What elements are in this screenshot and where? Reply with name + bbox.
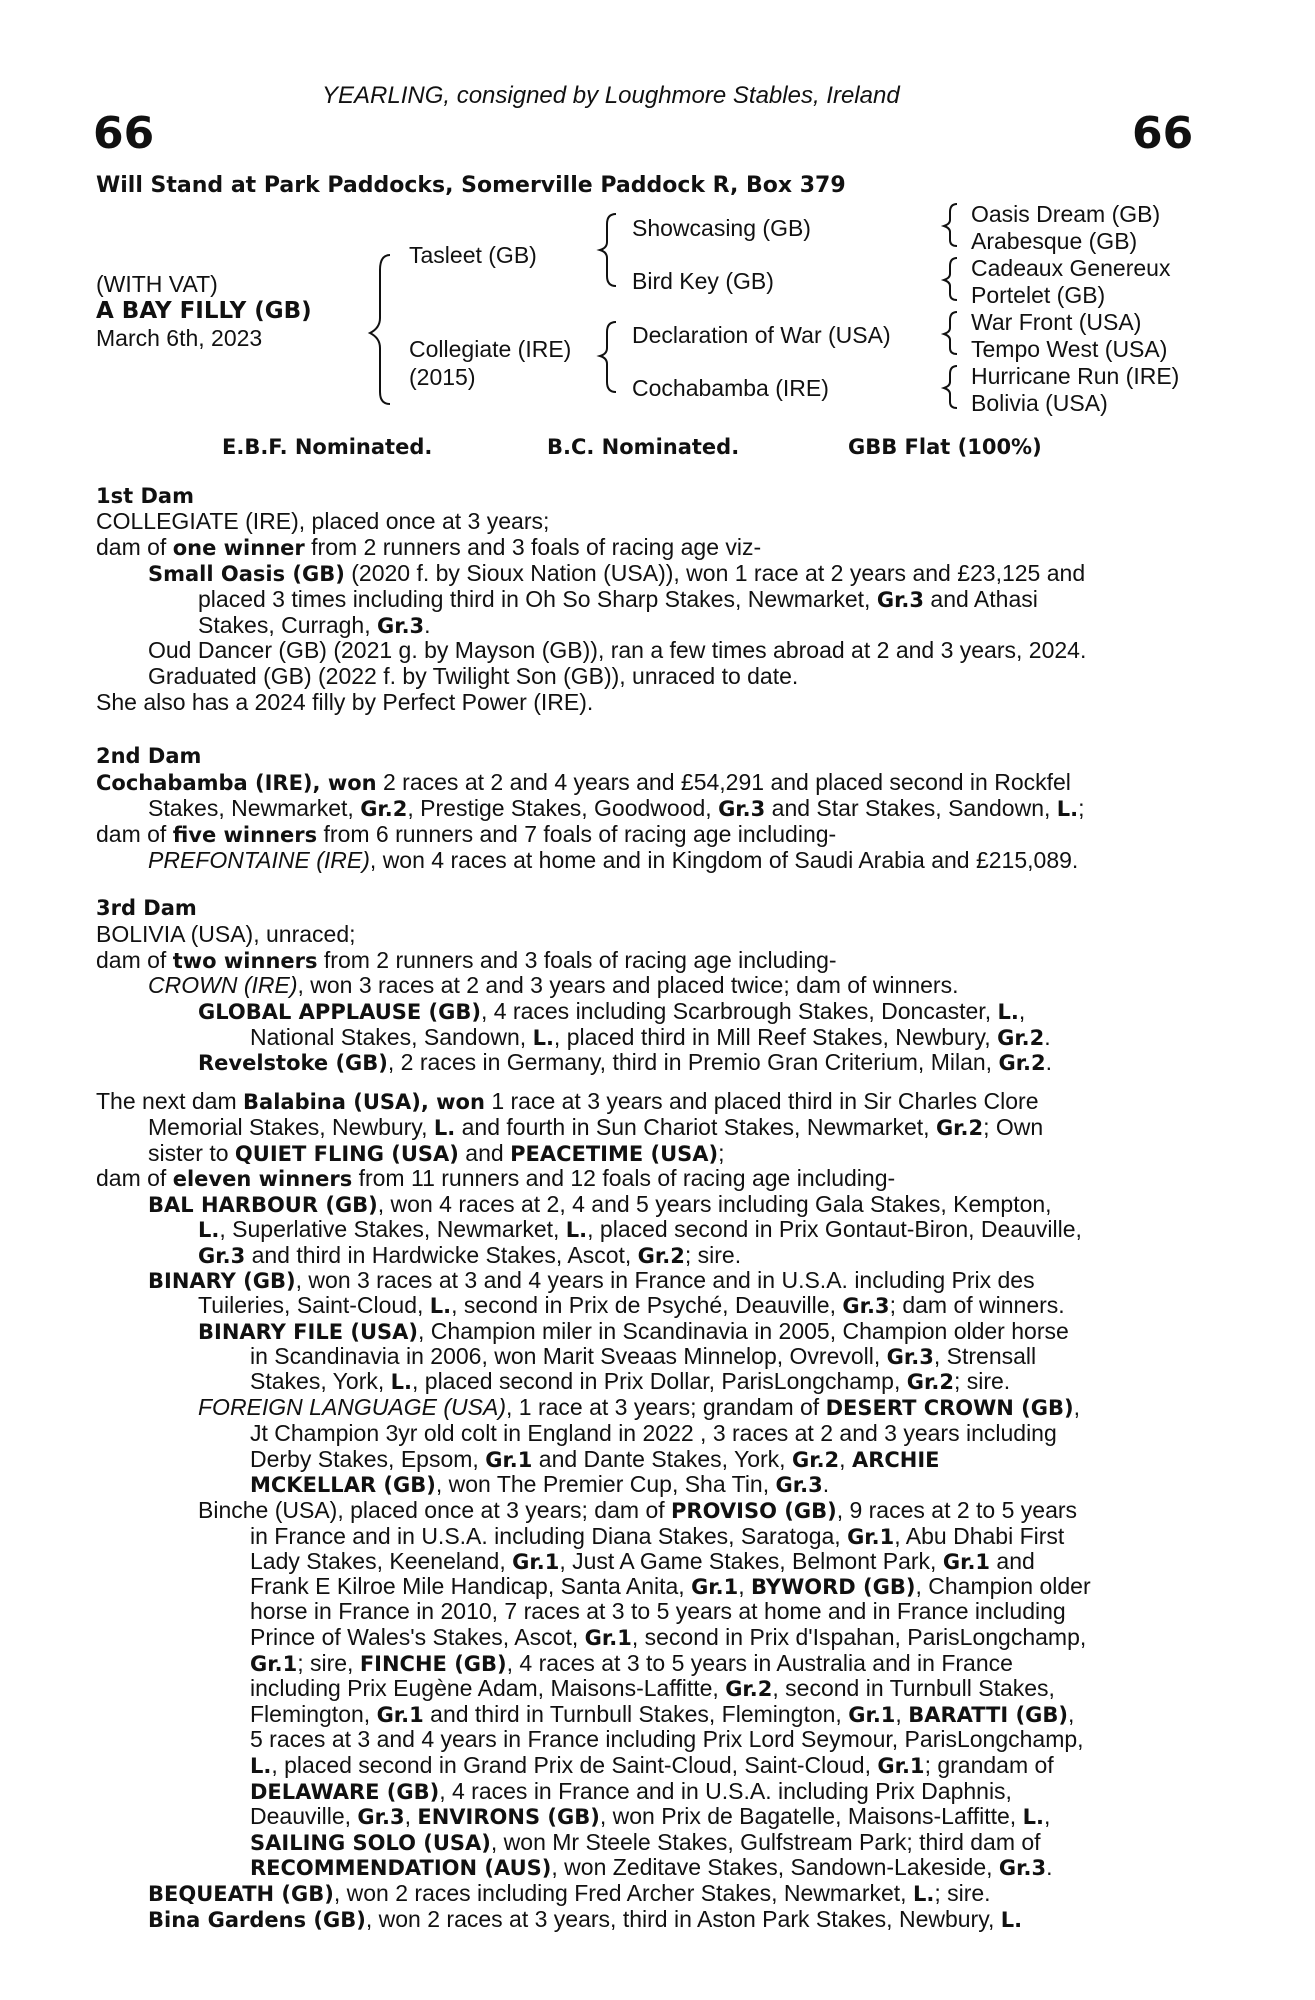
text-line xyxy=(148,847,1078,873)
plain-text: Stakes, Curragh, xyxy=(198,612,377,638)
plain-text: , won 2 races at 3 years, third in Aston Park Stakes, Newbury, xyxy=(365,1906,1001,1932)
plain-text: , won Prix de Bagatelle, Maisons-Laffitte, xyxy=(599,1803,1023,1829)
bold-text: Gr.3 xyxy=(198,1244,246,1268)
plain-text: Graduated (GB) (2022 f. by Twilight Son (GB)), unraced to date. xyxy=(148,663,799,689)
plain-text: ; xyxy=(1078,795,1085,821)
bold-text: Gr.1 xyxy=(512,1550,560,1574)
stabling-location: Will Stand at Park Paddocks, Somerville Paddock R, Box 379 xyxy=(96,173,846,198)
plain-text: ; Own xyxy=(983,1114,1044,1140)
plain-text: . xyxy=(424,612,431,638)
plain-text: BOLIVIA (USA), unraced; xyxy=(96,921,356,947)
plain-text: , won The Premier Cup, Sha Tin, xyxy=(435,1471,776,1497)
text-line xyxy=(148,1267,1035,1294)
bold-text: Gr.3 xyxy=(886,1345,934,1369)
text-line xyxy=(148,1114,1043,1141)
bold-text: Gr.3 xyxy=(775,1473,823,1497)
bold-text: ENVIRONS (GB) xyxy=(417,1805,600,1829)
bold-text: Gr.2 xyxy=(935,1116,984,1140)
bold-text: Gr.3 xyxy=(376,614,425,638)
text-line xyxy=(250,1752,1054,1779)
text-line xyxy=(250,1471,829,1498)
plain-text: National Stakes, Sandown, xyxy=(250,1024,533,1050)
bold-text: two winners xyxy=(172,949,318,973)
plain-text: 1 race at 3 years and placed third in Sir Charles Clore xyxy=(484,1088,1039,1114)
plain-text: Deauville, xyxy=(250,1803,358,1829)
plain-text: , second in Prix de Psyché, Deauville, xyxy=(451,1292,843,1318)
text-line xyxy=(148,663,798,689)
plain-text: Frank E Kilroe Mile Handicap, Santa Anita, xyxy=(250,1573,692,1599)
text-line xyxy=(250,1598,1066,1624)
plain-text: , 4 races at 3 to 5 years in Australia and in France xyxy=(506,1650,1013,1676)
text-line xyxy=(198,612,431,639)
plain-text: , Champion older xyxy=(915,1573,1091,1599)
plain-text: . xyxy=(1044,1024,1051,1050)
plain-text: , placed second in Grand Prix de Saint-Cloud, Saint-Cloud, xyxy=(271,1752,878,1778)
bold-text: Gr.3 xyxy=(876,588,925,612)
plain-text: , xyxy=(1067,1701,1075,1727)
bold-text: MCKELLAR (GB) xyxy=(250,1473,436,1497)
text-line xyxy=(148,1906,1022,1933)
bold-text: L. xyxy=(250,1754,272,1778)
plain-text: Tuileries, Saint-Cloud, xyxy=(198,1292,430,1318)
plain-text: . xyxy=(822,1471,830,1497)
bold-text: BAL HARBOUR (GB) xyxy=(148,1193,378,1217)
bold-text: Cochabamba (IRE), won xyxy=(96,771,377,795)
plain-text: , xyxy=(738,1573,752,1599)
bc-nomination: B.C. Nominated. xyxy=(547,435,740,459)
text-line xyxy=(96,821,836,848)
bold-text: Gr.3 xyxy=(718,797,766,821)
bold-text: Bina Gardens (GB) xyxy=(148,1908,366,1932)
plain-text: Memorial Stakes, Newbury, xyxy=(148,1114,434,1140)
plain-text: dam of xyxy=(96,947,173,973)
bold-text: L. xyxy=(912,1882,935,1906)
lot-number-left: 66 xyxy=(93,108,155,159)
plain-text: COLLEGIATE (IRE), placed once at 3 years; xyxy=(96,508,550,534)
plain-text: and third in Hardwicke Stakes, Ascot, xyxy=(245,1242,638,1268)
bold-text: SAILING SOLO (USA) xyxy=(250,1831,491,1855)
plain-text: Prince of Wales's Stakes, Ascot, xyxy=(250,1624,585,1650)
plain-text: , Superlative Stakes, Newmarket, xyxy=(219,1216,566,1242)
plain-text: , won 3 races at 3 and 4 years in France and in U.S.A. including Prix des xyxy=(295,1267,1035,1293)
plain-text: ; sire. xyxy=(953,1368,1011,1394)
text-line xyxy=(96,1088,1039,1115)
bold-text: five winners xyxy=(172,823,318,847)
plain-text: ; dam of winners. xyxy=(889,1292,1065,1318)
italic-text: FOREIGN LANGUAGE (USA) xyxy=(198,1394,506,1420)
plain-text: , won 2 races including Fred Archer Stakes, Newmarket, xyxy=(333,1880,913,1906)
bold-text: DELAWARE (GB) xyxy=(250,1780,440,1804)
bold-text: Gr.1 xyxy=(691,1575,739,1599)
bold-text: BINARY FILE (USA) xyxy=(198,1320,419,1344)
bold-text: Gr.2 xyxy=(791,1448,840,1472)
text-line xyxy=(148,1880,991,1907)
bold-text: PEACETIME (USA) xyxy=(510,1142,719,1166)
text-line xyxy=(250,1368,1010,1395)
bold-text: BYWORD (GB) xyxy=(751,1575,916,1599)
plain-text: Binche (USA), placed once at 3 years; dam of xyxy=(198,1497,672,1523)
bold-text: L. xyxy=(390,1370,412,1394)
text-line xyxy=(96,769,1071,796)
text-line xyxy=(96,534,761,561)
pedigree-sss: Oasis Dream (GB) xyxy=(971,201,1161,227)
plain-text: ; sire. xyxy=(934,1880,991,1906)
bold-text: Gr.1 xyxy=(485,1448,533,1472)
plain-text: placed 3 times including third in Oh So Sharp Stakes, Newmarket, xyxy=(198,586,877,612)
text-line xyxy=(198,998,1025,1025)
bold-text: L. xyxy=(433,1116,456,1140)
pedigree-dss: War Front (USA) xyxy=(971,309,1142,335)
pedigree-dam-sire: Declaration of War (USA) xyxy=(632,322,891,348)
bold-text: BINARY (GB) xyxy=(148,1269,296,1293)
bold-text: Gr.1 xyxy=(848,1703,896,1727)
bold-text: L. xyxy=(997,1000,1019,1024)
plain-text: , 2 races in Germany, third in Premio Gran Criterium, Milan, xyxy=(387,1049,999,1075)
plain-text: , Prestige Stakes, Goodwood, xyxy=(407,795,719,821)
pedigree-ssd: Arabesque (GB) xyxy=(971,228,1138,254)
bold-text: FINCHE (GB) xyxy=(359,1652,507,1676)
bold-text: L. xyxy=(1022,1805,1044,1829)
plain-text: , 9 races at 2 to 5 years xyxy=(836,1497,1078,1523)
bold-text: RECOMMENDATION (AUS) xyxy=(250,1856,552,1880)
text-line xyxy=(250,1854,1052,1881)
ebf-nomination: E.B.F. Nominated. xyxy=(222,435,433,459)
bold-text: Revelstoke (GB) xyxy=(198,1051,388,1075)
plain-text: , placed second in Prix Gontaut-Biron, Deauville, xyxy=(587,1216,1082,1242)
text-line xyxy=(96,508,549,534)
plain-text: and fourth in Sun Chariot Stakes, Newmarket, xyxy=(455,1114,936,1140)
text-line xyxy=(96,689,593,715)
section-heading: 2nd Dam xyxy=(96,744,202,768)
plain-text: , placed third in Mill Reef Stakes, Newbury, xyxy=(553,1024,998,1050)
text-line xyxy=(250,1675,1055,1702)
plain-text: , 4 races in France and in U.S.A. including Prix Daphnis, xyxy=(439,1778,1012,1804)
plain-text: , 1 race at 3 years; grandam of xyxy=(505,1394,826,1420)
text-line xyxy=(250,1523,1064,1550)
section-heading: 3rd Dam xyxy=(96,896,197,920)
plain-text: , xyxy=(895,1701,909,1727)
bold-text: Balabina (USA), won xyxy=(243,1090,485,1114)
plain-text: , Champion miler in Scandinavia in 2005, Champion older horse xyxy=(418,1318,1069,1344)
text-line xyxy=(250,1726,1084,1752)
gbb-flat: GBB Flat (100%) xyxy=(848,435,1042,459)
bold-text: Gr.3 xyxy=(357,1805,405,1829)
section-heading: 1st Dam xyxy=(96,484,194,508)
text-line xyxy=(148,972,958,998)
plain-text: , won Zeditave Stakes, Sandown-Lakeside, xyxy=(551,1854,999,1880)
plain-text: and Athasi xyxy=(924,586,1038,612)
text-line xyxy=(148,1140,725,1167)
bold-text: L. xyxy=(532,1026,554,1050)
plain-text: horse in France in 2010, 7 races at 3 to 5 years at home and in France including xyxy=(250,1598,1066,1624)
text-line xyxy=(148,560,1085,587)
horse-name: A BAY FILLY (GB) xyxy=(96,298,312,324)
text-line xyxy=(148,1191,1052,1218)
plain-text: sister to xyxy=(148,1140,235,1166)
pedigree-sdd: Portelet (GB) xyxy=(971,282,1106,308)
bold-text: PROVISO (GB) xyxy=(671,1499,837,1523)
text-line xyxy=(250,1701,1074,1728)
text-line xyxy=(250,1829,1041,1856)
plain-text: She also has a 2024 filly by Perfect Power (IRE). xyxy=(96,689,594,715)
plain-text: Stakes, Newmarket, xyxy=(148,795,361,821)
date-of-birth: March 6th, 2023 xyxy=(96,325,263,351)
text-line xyxy=(250,1343,1036,1370)
bold-text: Gr.3 xyxy=(842,1294,890,1318)
plain-text: , xyxy=(1073,1394,1081,1420)
text-line xyxy=(198,1497,1077,1524)
plain-text: and xyxy=(458,1140,511,1166)
plain-text: Flemington, xyxy=(250,1701,377,1727)
plain-text: and Star Stakes, Sandown, xyxy=(765,795,1057,821)
plain-text: in Scandinavia in 2006, won Marit Sveaas Minnelop, Ovrevoll, xyxy=(250,1343,887,1369)
plain-text: dam of xyxy=(96,821,173,847)
plain-text: Lady Stakes, Keeneland, xyxy=(250,1548,513,1574)
plain-text: from 2 runners and 3 foals of racing age viz- xyxy=(304,534,762,560)
plain-text: in France and in U.S.A. including Diana Stakes, Saratoga, xyxy=(250,1523,848,1549)
text-line xyxy=(198,1292,1065,1319)
text-line xyxy=(198,1049,1052,1076)
plain-text: , xyxy=(839,1446,852,1472)
text-line xyxy=(250,1778,1012,1805)
bold-text: one winner xyxy=(172,536,305,560)
pedigree-dsd: Tempo West (USA) xyxy=(971,336,1168,362)
italic-text: PREFONTAINE (IRE) xyxy=(148,847,370,873)
text-line xyxy=(96,1165,895,1192)
text-line xyxy=(148,795,1085,822)
plain-text: , placed second in Prix Dollar, ParisLongchamp, xyxy=(412,1368,907,1394)
plain-text: , second in Turnbull Stakes, xyxy=(772,1675,1055,1701)
text-line xyxy=(250,1024,1051,1051)
pedigree-ddd: Bolivia (USA) xyxy=(971,390,1108,416)
text-line xyxy=(250,1446,940,1473)
bold-text: Small Oasis (GB) xyxy=(148,562,345,586)
plain-text: . xyxy=(1045,1049,1053,1075)
bold-text: BEQUEATH (GB) xyxy=(148,1882,334,1906)
plain-text: . xyxy=(1046,1854,1053,1880)
bold-text: GLOBAL APPLAUSE (GB) xyxy=(198,1000,481,1024)
plain-text: 2 races at 2 and 4 years and £54,291 and placed second in Rockfel xyxy=(376,769,1071,795)
plain-text: , 4 races including Scarbrough Stakes, Doncaster, xyxy=(480,998,998,1024)
plain-text: , Strensall xyxy=(933,1343,1037,1369)
pedigree-sds: Cadeaux Genereux xyxy=(971,255,1171,281)
text-line xyxy=(198,1242,741,1269)
text-line xyxy=(250,1548,1035,1575)
bold-text: Gr.1 xyxy=(942,1550,991,1574)
vat-note: (WITH VAT) xyxy=(96,271,218,297)
bold-text: Gr.2 xyxy=(997,1026,1045,1050)
text-line xyxy=(148,637,1086,663)
pedigree-dds: Hurricane Run (IRE) xyxy=(971,363,1180,389)
bold-text: Gr.1 xyxy=(376,1703,424,1727)
plain-text: The next dam xyxy=(96,1088,244,1114)
text-line xyxy=(250,1420,1057,1446)
text-line xyxy=(96,921,356,947)
consignment-line: YEARLING, consigned by Loughmore Stables, Ireland xyxy=(322,82,900,109)
plain-text: Oud Dancer (GB) (2021 g. by Mayson (GB)), ran a few times abroad at 2 and 3 years, 2024. xyxy=(148,637,1087,663)
bold-text: L. xyxy=(198,1218,220,1242)
text-line xyxy=(96,947,837,974)
pedigree-dam-year: (2015) xyxy=(409,364,476,390)
plain-text: , won 3 races at 2 and 3 years and placed twice; dam of winners. xyxy=(297,972,959,998)
plain-text: 5 races at 3 and 4 years in France including Prix Lord Seymour, ParisLongchamp, xyxy=(250,1726,1084,1752)
bold-text: eleven winners xyxy=(172,1167,353,1191)
plain-text: , xyxy=(1018,998,1026,1024)
text-line xyxy=(198,1216,1082,1243)
plain-text: ; grandam of xyxy=(924,1752,1054,1778)
bold-text: Gr.1 xyxy=(250,1652,298,1676)
text-line xyxy=(250,1573,1091,1600)
plain-text: , xyxy=(1043,1803,1051,1829)
plain-text: and third in Turnbull Stakes, Flemington, xyxy=(423,1701,849,1727)
bold-text: Gr.2 xyxy=(725,1677,773,1701)
bold-text: QUIET FLING (USA) xyxy=(234,1142,459,1166)
bold-text: Gr.2 xyxy=(637,1244,685,1268)
plain-text: Derby Stakes, Epsom, xyxy=(250,1446,486,1472)
pedigree-dam: Collegiate (IRE) xyxy=(409,336,572,362)
bold-text: L. xyxy=(1000,1908,1023,1932)
plain-text: dam of xyxy=(96,534,173,560)
plain-text: , Just A Game Stakes, Belmont Park, xyxy=(559,1548,943,1574)
pedigree-sire: Tasleet (GB) xyxy=(409,242,537,268)
plain-text: , Abu Dhabi First xyxy=(894,1523,1065,1549)
bold-text: BARATTI (GB) xyxy=(908,1703,1068,1727)
bold-text: Gr.2 xyxy=(906,1370,954,1394)
bold-text: L. xyxy=(429,1294,452,1318)
bold-text: L. xyxy=(1056,797,1079,821)
plain-text: from 6 runners and 7 foals of racing age including- xyxy=(317,821,837,847)
plain-text: and Dante Stakes, York, xyxy=(532,1446,792,1472)
plain-text: dam of xyxy=(96,1165,173,1191)
pedigree-sire-sire: Showcasing (GB) xyxy=(632,215,811,241)
plain-text: from 11 runners and 12 foals of racing age including- xyxy=(352,1165,896,1191)
pedigree-dam-dam: Cochabamba (IRE) xyxy=(632,375,829,401)
plain-text: , second in Prix d'Ispahan, ParisLongchamp, xyxy=(631,1624,1087,1650)
bold-text: Gr.3 xyxy=(998,1856,1047,1880)
text-line xyxy=(250,1803,1050,1830)
bold-text: Gr.1 xyxy=(847,1525,895,1549)
plain-text: , won 4 races at 2, 4 and 5 years including Gala Stakes, Kempton, xyxy=(377,1191,1052,1217)
text-line xyxy=(198,1318,1069,1345)
plain-text: ; xyxy=(718,1140,725,1166)
plain-text: (2020 f. by Sioux Nation (USA)), won 1 race at 2 years and £23,125 and xyxy=(344,560,1086,586)
plain-text: ; sire. xyxy=(684,1242,742,1268)
lot-number-right: 66 xyxy=(1132,108,1194,159)
bold-text: Gr.2 xyxy=(998,1051,1046,1075)
text-line xyxy=(198,1394,1080,1421)
bold-text: Gr.1 xyxy=(877,1754,925,1778)
plain-text: and xyxy=(990,1548,1035,1574)
text-line xyxy=(250,1650,1013,1677)
bold-text: ARCHIE xyxy=(851,1448,940,1472)
italic-text: CROWN (IRE) xyxy=(148,972,298,998)
text-line xyxy=(198,586,1038,613)
plain-text: ; sire, xyxy=(297,1650,360,1676)
pedigree-sire-dam: Bird Key (GB) xyxy=(632,268,774,294)
plain-text: including Prix Eugène Adam, Maisons-Laffitte, xyxy=(250,1675,726,1701)
bold-text: Gr.1 xyxy=(584,1626,632,1650)
text-line xyxy=(250,1624,1086,1651)
plain-text: from 2 runners and 3 foals of racing age including- xyxy=(317,947,837,973)
bold-text: DESERT CROWN (GB) xyxy=(825,1396,1074,1420)
plain-text: Stakes, York, xyxy=(250,1368,391,1394)
bold-text: Gr.2 xyxy=(360,797,408,821)
plain-text: Jt Champion 3yr old colt in England in 2022 , 3 races at 2 and 3 years including xyxy=(250,1420,1057,1446)
plain-text: , won Mr Steele Stakes, Gulfstream Park; third dam of xyxy=(490,1829,1041,1855)
plain-text: , xyxy=(404,1803,418,1829)
bold-text: L. xyxy=(565,1218,588,1242)
plain-text: , won 4 races at home and in Kingdom of Saudi Arabia and £215,089. xyxy=(369,847,1079,873)
